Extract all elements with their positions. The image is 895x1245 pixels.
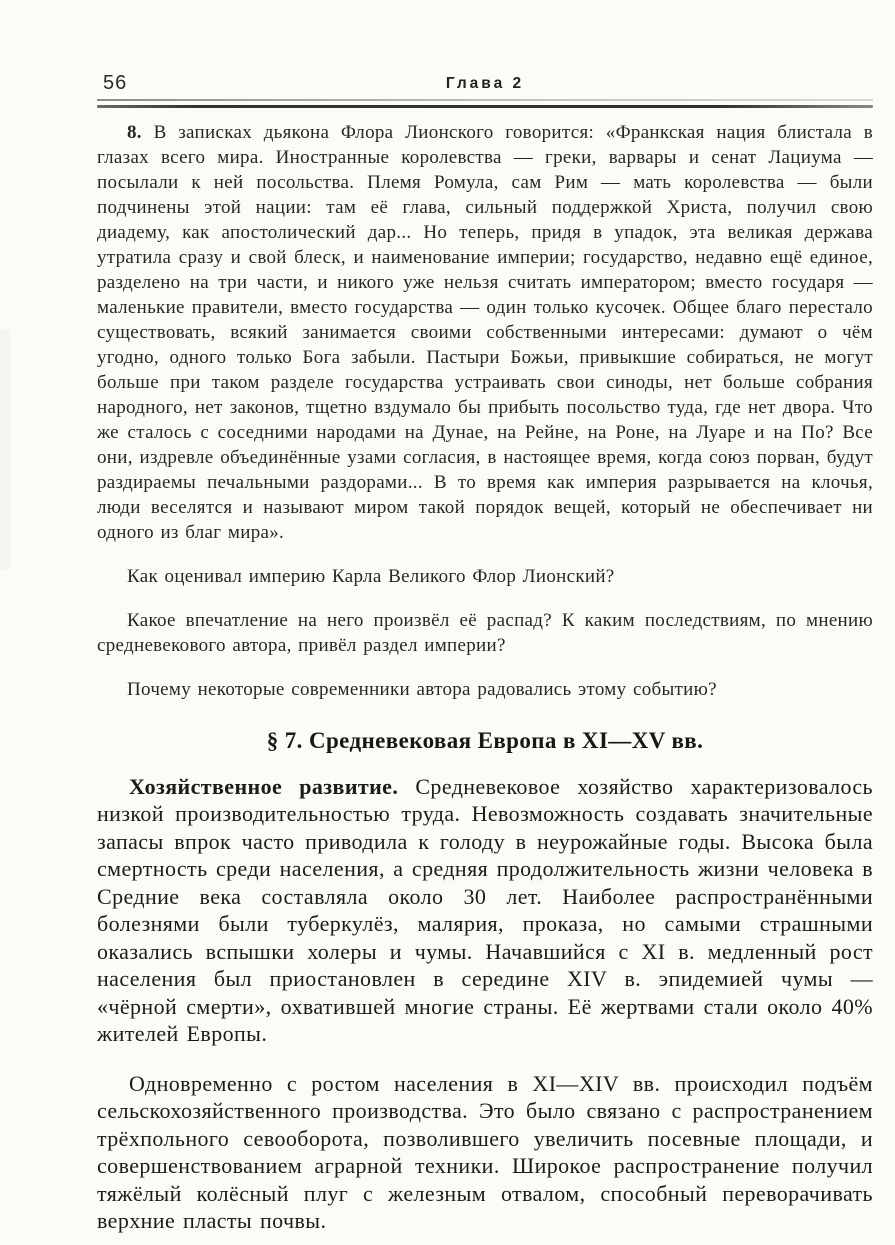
excerpt-number: 8. xyxy=(127,121,142,143)
scan-edge-highlight xyxy=(0,330,10,570)
section-heading: § 7. Средневековая Европа в XI—XV вв. xyxy=(266,727,704,753)
source-excerpt xyxy=(97,120,873,545)
paragraph-text: Одновременно с ростом населения в XI—XIV вв. происходил подъём сельскохозяйственного производства. Это было связано с распространением трёхпольного севооборота, позволившего увеличить посевные площади, и совершенствованием аграрной техники. Широкое распространение получил тяжёлый колёсный плуг с железным отвалом, способный переворачивать верхние пласты почвы. xyxy=(97,1070,873,1234)
paragraph-lead: Хозяйственное развитие. xyxy=(129,773,399,799)
scan-edge-shadow xyxy=(0,0,16,1245)
header-rule-thin xyxy=(97,99,873,101)
section-paragraph-2 xyxy=(97,1070,873,1235)
page-content xyxy=(97,72,873,1245)
paragraph-text: Средневековое хозяйство характеризовалось низкой производительностью труда. Невозможность создавать значительные запасы впрок часто приводила к голоду в неурожайные годы. Высока была смертность среди населения, а средняя продолжительность жизни человека в Средние века составляла около 30 лет. Наиболее распространёнными болезнями были туберкулёз, малярия, проказа, но самыми страшными оказались вспышки холеры и чумы. Начавшийся с XI в. медленный рост населения был приостановлен в середине XIV в. эпидемией чумы — «чёрной смерти», охватившей многие страны. Её жертвами стали около 40% жителей Европы. xyxy=(97,773,873,1047)
question-2: Какое впечатление на него произвёл её распад? К каким последствиям, по мнению средневекового автора, привёл раздел империи? xyxy=(97,609,873,656)
question-1: Как оценивал империю Карла Великого Флор Лионский? xyxy=(127,565,615,587)
chapter-header: Глава 2 xyxy=(445,75,525,92)
excerpt-text: В записках дьякона Флора Лионского говорится: «Франкская нация блистала в глазах всего мира. Иностранные королевства — греки, варвары и сенат Лациума — посылали к ней посольства. Племя Ромула, сам Рим — мать королевства — были подчинены этой нации: там её глава, сильный поддержкой Христа, получил свою диадему, как апостолический дар... Но теперь, придя в упадок, эта великая держава утратила сразу и свой блеск, и наименование империи; государство, недавно ещё единое, разделено на три части, и никого уже нельзя считать императором; вместо государя — маленькие правители, вместо государства — один только кусочек. Общее благо перестало существовать, всякий занимается своими собственными интересами: думают о чём угодно, одного только Бога забыли. Пастыри Божьи, привыкшие собираться, не могут больше при таком разделе государства устраивать свои синоды, нет больше собрания народного, нет законов, тщетно вздумало бы прибыть посольство туда, где нет двора. Что же сталось с соседними народами на Дунае, на Рейне, на Роне, на Луаре и на По? Все они, издревле объединённые узами согласия, в настоящее время, когда союз порван, будут раздираемы печальными раздорами... В то время как империя разрывается на клочья, люди веселятся и называют миром такой порядок вещей, который не обеспечивает ни одного из благ мира». xyxy=(97,121,873,543)
header-rule-thick xyxy=(97,105,873,108)
section-paragraph-1 xyxy=(97,773,873,1048)
page-number: 56 xyxy=(103,72,128,94)
running-header xyxy=(97,72,873,98)
question-3: Почему некоторые современники автора радовались этому событию? xyxy=(127,678,717,700)
